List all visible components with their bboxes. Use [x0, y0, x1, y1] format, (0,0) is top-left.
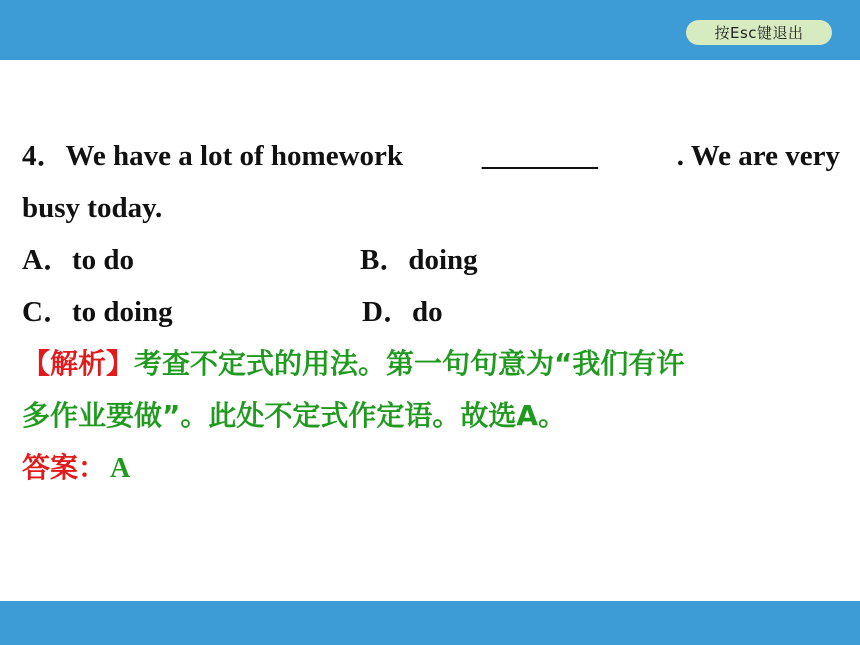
option-d[interactable] [362, 286, 443, 338]
question-number-and-text: 4．We have a lot of homework [22, 140, 404, 172]
option-a[interactable] [22, 234, 134, 286]
analysis-text-1: 考查不定式的用法。第一句句意为“我们有许 [134, 347, 685, 380]
question-text-continued: . We are very [676, 140, 840, 172]
question-line-1 [22, 130, 840, 182]
answer-value: A [110, 453, 131, 484]
option-b-text: doing [408, 244, 478, 276]
exit-button[interactable]: 按Esc键退出 [686, 20, 832, 45]
question-blank: ________ [481, 140, 598, 172]
option-d-text: do [411, 296, 443, 328]
option-a-letter: A． [22, 244, 72, 276]
option-c[interactable] [22, 286, 173, 338]
option-b[interactable] [360, 234, 478, 286]
analysis-tag: 【解析】 [22, 347, 135, 380]
option-c-letter: C． [22, 296, 72, 328]
option-c-text: to doing [71, 296, 173, 328]
answer-label: 答案： [22, 451, 107, 484]
bottom-bar [0, 601, 860, 645]
option-b-letter: B． [360, 244, 409, 276]
analysis-line-2: 多作业要做”。此处不定式作定语。故选A。 [22, 399, 567, 432]
option-a-text: to do [71, 244, 134, 276]
answer-line [22, 442, 130, 494]
option-d-letter: D． [362, 296, 412, 328]
analysis-line-1 [22, 338, 684, 390]
question-line-2: busy today. [22, 192, 163, 224]
